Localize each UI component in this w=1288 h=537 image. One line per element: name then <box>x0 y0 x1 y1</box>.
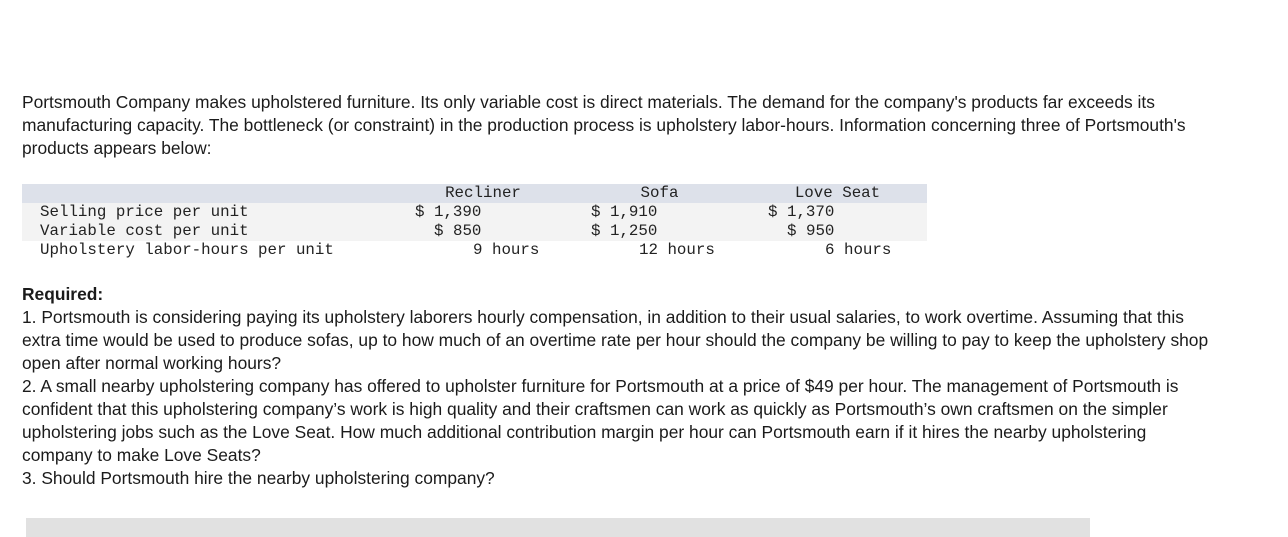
header-blank <box>22 184 395 203</box>
answer-area-bar <box>26 518 1090 537</box>
required-section <box>22 283 1212 490</box>
recliner-selling-price: $ 1,390 <box>415 203 482 221</box>
recliner-variable-cost: $ 850 <box>434 222 482 240</box>
love-seat-variable-cost: $ 950 <box>787 222 835 240</box>
love-seat-labor-hours: 6 hours <box>825 241 892 259</box>
table-row <box>22 203 927 222</box>
required-item-2: 2. A small nearby upholstering company has offered to upholster furniture for Portsmouth at a price of $49 per hour. The management of Portsmouth is confident that this upholstering company’s work is high quality and their craftsmen can work as quickly as Portsmouth’s own craftsmen on the simpler upholstering jobs such as the Love Seat. How much additional contribution margin per hour can Portsmouth earn if it hires the nearby upholstering company to make Love Seats? <box>22 376 1179 465</box>
required-heading: Required: <box>22 284 104 304</box>
product-data-table <box>22 184 927 260</box>
sofa-labor-hours: 12 hours <box>639 241 715 259</box>
required-item-3: 3. Should Portsmouth hire the nearby upholstering company? <box>22 468 495 488</box>
row-label-labor-hours: Upholstery labor-hours per unit <box>40 241 334 259</box>
table-row <box>22 222 927 241</box>
recliner-labor-hours: 9 hours <box>473 241 540 259</box>
love-seat-selling-price: $ 1,370 <box>768 203 835 221</box>
sofa-variable-cost: $ 1,250 <box>591 222 658 240</box>
problem-intro: Portsmouth Company makes upholstered furniture. Its only variable cost is direct materials. The demand for the company's products far exceeds its manufacturing capacity. The bottleneck (or constraint) in the production process is upholstery labor-hours. Information concerning three of Portsmouth's products appears below: <box>22 92 1186 158</box>
table-row <box>22 241 927 260</box>
header-love-seat: Love Seat <box>794 184 881 202</box>
row-label-variable-cost: Variable cost per unit <box>40 222 249 240</box>
header-sofa: Sofa <box>640 184 679 202</box>
header-recliner: Recliner <box>445 184 521 202</box>
required-item-1: 1. Portsmouth is considering paying its upholstery laborers hourly compensation, in addition to their usual salaries, to work overtime. Assuming that this extra time would be used to produce sofas, up to how much of an overtime rate per hour should the company be willing to pay to keep the upholstery shop open after normal working hours? <box>22 307 1209 373</box>
row-label-selling-price: Selling price per unit <box>40 203 249 221</box>
table-header-row <box>22 184 927 203</box>
sofa-selling-price: $ 1,910 <box>591 203 658 221</box>
